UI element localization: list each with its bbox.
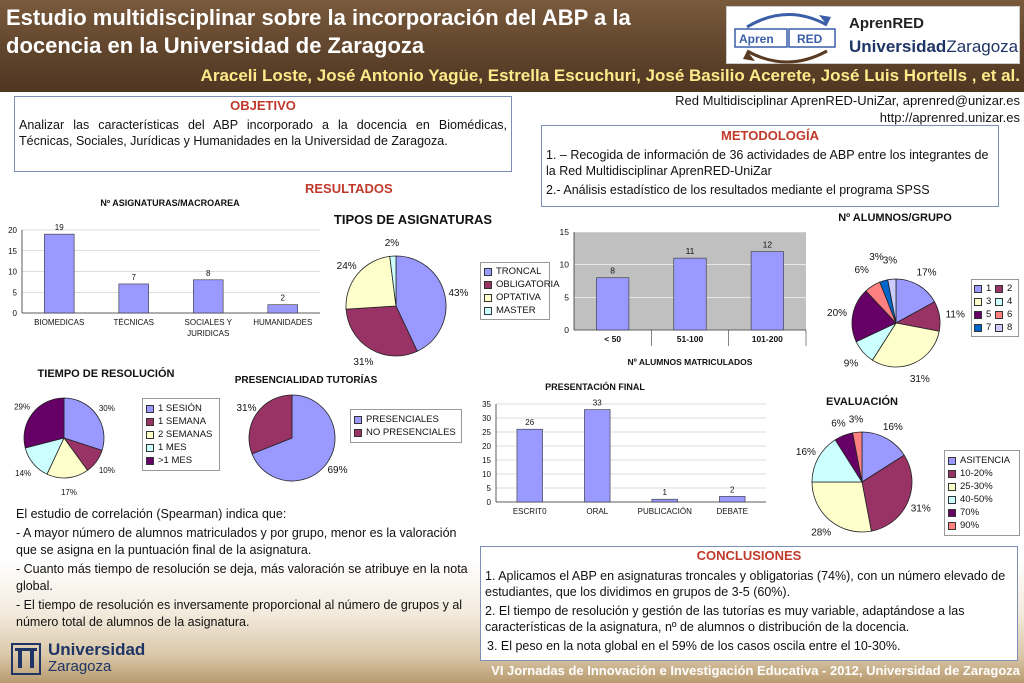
legend-entry xyxy=(484,304,546,317)
legend-label: 40-50% xyxy=(960,494,993,505)
objetivo-box xyxy=(14,96,512,172)
y-tick-label: 35 xyxy=(482,400,491,409)
legend-label: OBLIGATORIA xyxy=(496,279,560,290)
legend-swatch xyxy=(948,522,956,530)
chart-alumnos-grupo xyxy=(810,230,980,390)
bar-value-label: 12 xyxy=(762,239,773,250)
bar-value-label: 19 xyxy=(54,223,64,233)
footer-logo-rest: Zaragoza xyxy=(48,658,112,675)
chart-tipos-title: TIPOS DE ASIGNATURAS xyxy=(333,212,493,227)
legend-swatch xyxy=(146,457,154,465)
bar-1 xyxy=(119,284,149,313)
legend-entry xyxy=(995,282,1016,295)
pie-value-label: 3% xyxy=(848,414,864,426)
legend-label: 2 xyxy=(1007,283,1013,294)
spearman-intro: El estudio de correlación (Spearman) indica que: xyxy=(16,507,287,521)
uz-crest-icon xyxy=(6,640,46,680)
legend-swatch xyxy=(484,307,492,315)
objetivo-text: Analizar las características del ABP incorporado a la docencia en Biomédicas, Técnicas, Sociales, Jurídicas y Humanidades en la Universidad de Zaragoza. xyxy=(19,118,507,148)
legend-label: 6 xyxy=(1007,309,1013,320)
legend-label: 8 xyxy=(1007,322,1013,333)
legend-label: >1 MES xyxy=(158,455,193,466)
legend-entry xyxy=(146,441,216,454)
conclusiones-title: CONCLUSIONES xyxy=(696,548,802,563)
y-tick-label: 5 xyxy=(564,292,569,303)
pie-value-label: 69% xyxy=(327,464,348,476)
legend-evaluacion xyxy=(944,450,1020,536)
pie-value-label: 16% xyxy=(795,447,816,459)
legend-entry xyxy=(146,402,216,415)
y-tick-label: 20 xyxy=(8,226,17,235)
legend-swatch xyxy=(974,324,982,332)
spearman-point-3: - El tiempo de resolución es inversamente proporcional al número de grupos y al número total de alumnos de la asignatura. xyxy=(16,598,463,629)
metodologia-item-1: 1. – Recogida de información de 36 actividades de ABP entre los integrantes de la Red Multidisciplinar AprenRED-UniZar xyxy=(546,148,989,178)
legend-entry xyxy=(974,282,995,295)
legend-label: TRONCAL xyxy=(496,266,542,277)
legend-entry xyxy=(146,428,216,441)
legend-label: 3 xyxy=(986,296,992,307)
legend-swatch xyxy=(948,483,956,491)
poster-title: Estudio multidisciplinar sobre la incorporación del ABP a la docencia en la Universidad de Zaragoza xyxy=(6,5,631,58)
pie-value-label: 31% xyxy=(353,357,374,369)
y-tick-label: 10 xyxy=(482,470,491,479)
legend-grupo xyxy=(971,279,1019,337)
legend-label: OPTATIVA xyxy=(496,292,541,303)
legend-label: 1 xyxy=(986,283,992,294)
y-tick-label: 0 xyxy=(564,325,569,335)
y-tick-label: 10 xyxy=(8,267,17,277)
y-tick-label: 0 xyxy=(12,309,17,318)
legend-entry xyxy=(354,413,458,426)
contact-url: http://aprenred.unizar.es xyxy=(879,110,1020,125)
legend-label: 4 xyxy=(1007,296,1013,307)
bar-0 xyxy=(596,278,628,330)
legend-entry xyxy=(995,321,1016,334)
legend-label: ASITENCIA xyxy=(960,455,1011,466)
x-tick-label: 51-100 xyxy=(676,334,704,344)
legend-entry xyxy=(146,454,216,467)
legend-presencialidad xyxy=(350,409,462,443)
legend-entry xyxy=(974,308,995,321)
spearman-point-2: - Cuanto más tiempo de resolución se deja, más valoración se atribuye en la nota global. xyxy=(16,562,468,593)
bar-value-label: 7 xyxy=(131,272,136,282)
x-tick-label: < 50 xyxy=(604,334,622,344)
bar-2 xyxy=(193,280,223,313)
chart-alumnos-matriculados xyxy=(540,222,810,372)
legend-label: PRESENCIALES xyxy=(366,414,439,425)
legend-entry xyxy=(974,321,995,334)
chart-evaluacion-title: EVALUACIÓN xyxy=(826,396,898,408)
y-tick-label: 5 xyxy=(486,484,491,493)
chart-presencialidad-tutorias xyxy=(228,390,358,490)
y-tick-label: 5 xyxy=(12,288,17,298)
legend-swatch xyxy=(974,285,982,293)
legend-label: 90% xyxy=(960,520,980,531)
objetivo-title: OBJETIVO xyxy=(230,98,296,113)
x-tick-label: ESCRIT0 xyxy=(512,507,547,516)
spearman-point-1: - A mayor número de alumnos matriculados y por grupo, menor es la valoración que se asigna en la puntuación final de la asignatura. xyxy=(16,526,457,557)
pie-value-label: 14% xyxy=(15,468,32,478)
legend-label: 1 SEMANA xyxy=(158,416,207,427)
pie-value-label: 10% xyxy=(98,466,115,476)
aprenred-logo xyxy=(726,6,1020,64)
bar-3 xyxy=(719,496,745,502)
x-tick-label: SOCIALES Y xyxy=(184,318,232,327)
bar-value-label: 11 xyxy=(685,246,695,257)
x-tick-label: HUMANIDADES xyxy=(253,318,313,327)
bar-value-label: 8 xyxy=(610,265,616,276)
legend-entry xyxy=(948,467,1016,480)
y-tick-label: 15 xyxy=(8,246,17,256)
legend-entry xyxy=(948,480,1016,493)
pie-value-label: 24% xyxy=(336,261,357,273)
chart-tiempo-resolucion xyxy=(4,390,138,500)
legend-swatch xyxy=(995,285,1003,293)
pie-value-label: 43% xyxy=(448,288,469,300)
resultados-title: RESULTADOS xyxy=(305,181,393,196)
x-tick-label: JURIDICAS xyxy=(187,329,230,338)
pie-value-label: 28% xyxy=(811,527,832,539)
legend-entry xyxy=(146,415,216,428)
legend-swatch xyxy=(948,457,956,465)
y-tick-label: 30 xyxy=(482,414,491,423)
legend-entry xyxy=(948,493,1016,506)
legend-label: 25-30% xyxy=(960,481,993,492)
logo-aprenred-label: AprenRED xyxy=(849,15,925,32)
chart-presentacion-title: PRESENTACIÓN FINAL xyxy=(545,382,645,392)
logo-uz-label xyxy=(849,37,1018,57)
pie-value-label: 2% xyxy=(384,238,400,250)
legend-swatch xyxy=(146,444,154,452)
conclusiones-box xyxy=(480,546,1018,661)
bar-value-label: 1 xyxy=(662,488,667,498)
pie-value-label: 31% xyxy=(910,503,931,515)
x-tick-label: PUBLICACIÓN xyxy=(637,507,692,516)
footer-text: VI Jornadas de Innovación e Investigación Educativa - 2012, Universidad de Zaragoza xyxy=(491,663,1020,678)
y-tick-label: 10 xyxy=(559,259,569,270)
pie-value-label: 30% xyxy=(98,403,115,413)
bar-0 xyxy=(44,234,74,313)
legend-swatch xyxy=(995,324,1003,332)
conclusion-1: 1. Aplicamos el ABP en asignaturas troncales y obligatorias (74%), con un número elevado de estudiantes, que los dividimos en grupos de 3-5 (60%). xyxy=(485,569,1006,599)
pie-value-label: 17% xyxy=(916,267,937,279)
pie-value-label: 6% xyxy=(854,264,869,276)
legend-label: 5 xyxy=(986,309,992,320)
uz-footer-logo xyxy=(6,640,156,680)
legend-swatch xyxy=(974,311,982,319)
bar-value-label: 8 xyxy=(206,268,211,278)
y-tick-label: 0 xyxy=(486,498,491,507)
bar-value-label: 2 xyxy=(730,485,735,495)
legend-swatch xyxy=(484,281,492,289)
bar-1 xyxy=(584,410,610,502)
bar-0 xyxy=(517,429,543,502)
y-tick-label: 15 xyxy=(482,456,491,465)
y-tick-label: 20 xyxy=(482,442,491,451)
legend-label: 70% xyxy=(960,507,980,518)
chart-presencialidad-title: PRESENCIALIDAD TUTORÍAS xyxy=(234,375,378,386)
legend-swatch xyxy=(974,298,982,306)
bar-value-label: 26 xyxy=(525,418,535,428)
chart-tiempo-title: TIEMPO DE RESOLUCIÓN xyxy=(37,368,175,380)
pie-value-label: 16% xyxy=(882,421,903,433)
pie-value-label: 9% xyxy=(843,358,859,370)
legend-entry xyxy=(995,308,1016,321)
logo-uz-rest: Zaragoza xyxy=(946,37,1019,56)
chart-evaluacion xyxy=(786,414,942,544)
pie-value-label: 31% xyxy=(909,374,930,386)
chart-grupo-title: Nº ALUMNOS/GRUPO xyxy=(838,212,952,224)
y-tick-label: 25 xyxy=(482,428,491,437)
x-tick-label: BIOMEDICAS xyxy=(34,318,85,327)
legend-entry xyxy=(948,454,1016,467)
pie-value-label: 6% xyxy=(831,418,846,430)
legend-swatch xyxy=(995,311,1003,319)
x-tick-label: 101-200 xyxy=(751,334,783,344)
logo-uz-bold: Universidad xyxy=(849,37,947,56)
conclusion-3: 3. El peso en la nota global en el 59% de los casos oscila entre el 10-30%. xyxy=(487,639,901,653)
legend-entry xyxy=(484,291,546,304)
legend-label: 7 xyxy=(986,322,992,333)
legend-swatch xyxy=(484,268,492,276)
y-tick-label: 15 xyxy=(559,227,569,237)
contact-info xyxy=(675,92,1020,126)
legend-swatch xyxy=(146,418,154,426)
bar-1 xyxy=(674,258,706,330)
chart-tipos-asignaturas xyxy=(322,232,480,372)
poster-header xyxy=(0,0,1024,92)
x-axis-label: Nº ALUMNOS MATRICULADOS xyxy=(627,357,753,367)
metodologia-box xyxy=(541,125,999,207)
bar-2 xyxy=(652,499,678,502)
pie-slice-2 xyxy=(812,482,871,532)
pie-value-label: 3% xyxy=(882,255,898,267)
logo-red-text: RED xyxy=(797,32,823,46)
legend-entry xyxy=(974,295,995,308)
spearman-text xyxy=(16,506,476,633)
chart-asignaturas-title: Nº ASIGNATURAS/MACROAREA xyxy=(100,198,240,208)
legend-swatch xyxy=(146,431,154,439)
bar-value-label: 2 xyxy=(280,293,285,303)
legend-swatch xyxy=(484,294,492,302)
bar-value-label: 33 xyxy=(592,398,602,408)
poster-authors: Araceli Loste, José Antonio Yagüe, Estrella Escuchuri, José Basilio Acerete, José Luis Hortells , et al. xyxy=(200,66,1020,85)
legend-entry xyxy=(995,295,1016,308)
logo-apren-text: Apren xyxy=(739,32,774,46)
legend-entry xyxy=(484,265,546,278)
pie-value-label: 20% xyxy=(827,307,848,319)
legend-label: 2 SEMANAS xyxy=(158,429,213,440)
legend-entry xyxy=(948,519,1016,532)
pie-value-label: 11% xyxy=(945,309,965,321)
contact-line-1: Red Multidisciplinar AprenRED-UniZar, aprenred@unizar.es xyxy=(675,93,1020,108)
legend-label: MASTER xyxy=(496,305,536,316)
legend-label: 1 MES xyxy=(158,442,187,453)
legend-entry xyxy=(354,426,458,439)
legend-swatch xyxy=(948,509,956,517)
x-tick-label: DEBATE xyxy=(716,507,748,516)
chart-asignaturas-macroarea xyxy=(0,210,330,350)
legend-swatch xyxy=(948,496,956,504)
pie-value-label: 17% xyxy=(60,487,77,497)
chart-presentacion-final xyxy=(466,394,776,528)
legend-swatch xyxy=(354,429,362,437)
bar-2 xyxy=(751,252,783,330)
legend-label: NO PRESENCIALES xyxy=(366,427,456,438)
legend-tiempo xyxy=(142,398,220,471)
conclusion-2: 2. El tiempo de resolución y gestión de las tutorías es muy variable, adaptándose a las características de la asignatura, nº de alumnos o distribución de la docencia. xyxy=(485,604,965,634)
legend-swatch xyxy=(354,416,362,424)
bar-3 xyxy=(268,305,298,313)
pie-value-label: 31% xyxy=(236,403,257,415)
metodologia-title: METODOLOGÍA xyxy=(721,128,819,143)
footer-logo-bold: Universidad xyxy=(48,640,146,659)
legend-label: 10-20% xyxy=(960,468,993,479)
legend-swatch xyxy=(146,405,154,413)
legend-entry xyxy=(484,278,560,291)
x-tick-label: TÉCNICAS xyxy=(113,318,154,327)
legend-swatch xyxy=(995,298,1003,306)
legend-swatch xyxy=(948,470,956,478)
metodologia-item-2: 2.- Análisis estadístico de los resultados mediante el programa SPSS xyxy=(546,183,930,197)
pie-value-label: 29% xyxy=(14,402,31,412)
aprenred-logo-icon xyxy=(727,7,847,65)
legend-entry xyxy=(948,506,1016,519)
pie-value-label: 3% xyxy=(869,251,884,263)
legend-label: 1 SESIÓN xyxy=(158,403,202,414)
x-tick-label: ORAL xyxy=(586,507,609,516)
